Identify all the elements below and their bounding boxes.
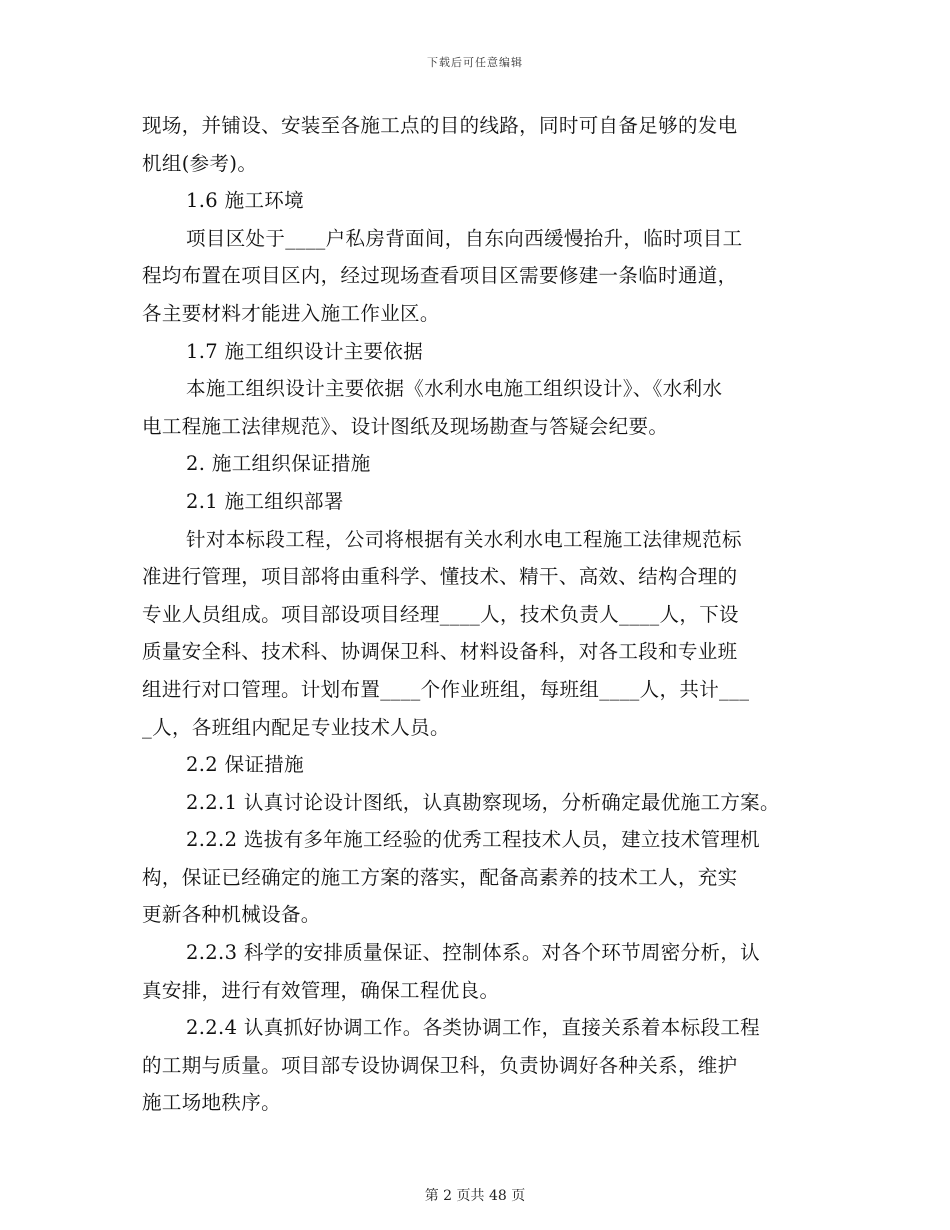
paragraph-line: 真安排，进行有效管理，确保工程优良。 — [142, 978, 500, 1002]
paragraph-line: 施工场地秩序。 — [142, 1091, 281, 1115]
section-heading: 2. 施工组织保证措施 — [186, 452, 371, 476]
paragraph-line: 2.2.4 认真抓好协调工作。各类协调工作，直接关系着本标段工程 — [186, 1016, 761, 1040]
paragraph-line: 质量安全科、技术科、协调保卫科、材料设备科，对各工段和专业班 — [142, 640, 738, 664]
paragraph-line: 构，保证已经确定的施工方案的落实，配备高素养的技术工人，充实 — [142, 865, 738, 889]
paragraph-line: 机组(参考)。 — [142, 151, 258, 175]
page-header: 下载后可任意编辑 — [427, 56, 523, 69]
paragraph-line: 本施工组织设计主要依据《水利水电施工组织设计》、《水利水 — [186, 377, 723, 401]
section-heading: 1.6 施工环境 — [186, 189, 305, 213]
document-body — [142, 107, 842, 1122]
paragraph-line: 现场，并铺设、安装至各施工点的目的线路，同时可自备足够的发电 — [142, 114, 738, 137]
paragraph-line: 更新各种机械设备。 — [142, 903, 321, 927]
paragraph-line: 准进行管理，项目部将由重科学、懂技术、精干、高效、结构合理的 — [142, 565, 738, 589]
paragraph-line: 程均布置在项目区内，经过现场查看项目区需要修建一条临时通道， — [142, 264, 738, 288]
section-heading: 2.1 施工组织部署 — [186, 489, 344, 513]
paragraph-line: 组进行对口管理。计划布置____个作业班组，每班组____人，共计___ — [142, 677, 750, 701]
section-heading: 2.2 保证措施 — [186, 753, 305, 777]
paragraph-line: 2.2.2 选拔有多年施工经验的优秀工程技术人员，建立技术管理机 — [186, 828, 761, 852]
paragraph-line: 的工期与质量。项目部专设协调保卫科，负责协调好各种关系，维护 — [142, 1053, 738, 1077]
section-heading: 1.7 施工组织设计主要依据 — [186, 339, 424, 363]
paragraph-line: 2.2.3 科学的安排质量保证、控制体系。对各个环节周密分析，认 — [186, 941, 761, 965]
paragraph-line: 针对本标段工程，公司将根据有关水利水电工程施工法律规范标 — [186, 527, 742, 551]
paragraph-line: 专业人员组成。项目部设项目经理____人，技术负责人____人，下设 — [142, 602, 739, 626]
paragraph-line: _人，各班组内配足专业技术人员。 — [142, 715, 450, 739]
paragraph-line: 2.2.1 认真讨论设计图纸，认真勘察现场，分析确定最优施工方案。 — [186, 790, 780, 814]
paragraph-line: 电工程施工法律规范》、设计图纸及现场勘查与答疑会纪要。 — [142, 414, 669, 438]
page-footer: 第 2 页共 48 页 — [424, 1188, 526, 1204]
paragraph-line: 各主要材料才能进入施工作业区。 — [142, 301, 440, 325]
paragraph-line: 项目区处于____户私房背面间，自东向西缓慢抬升，临时项目工 — [186, 226, 743, 250]
